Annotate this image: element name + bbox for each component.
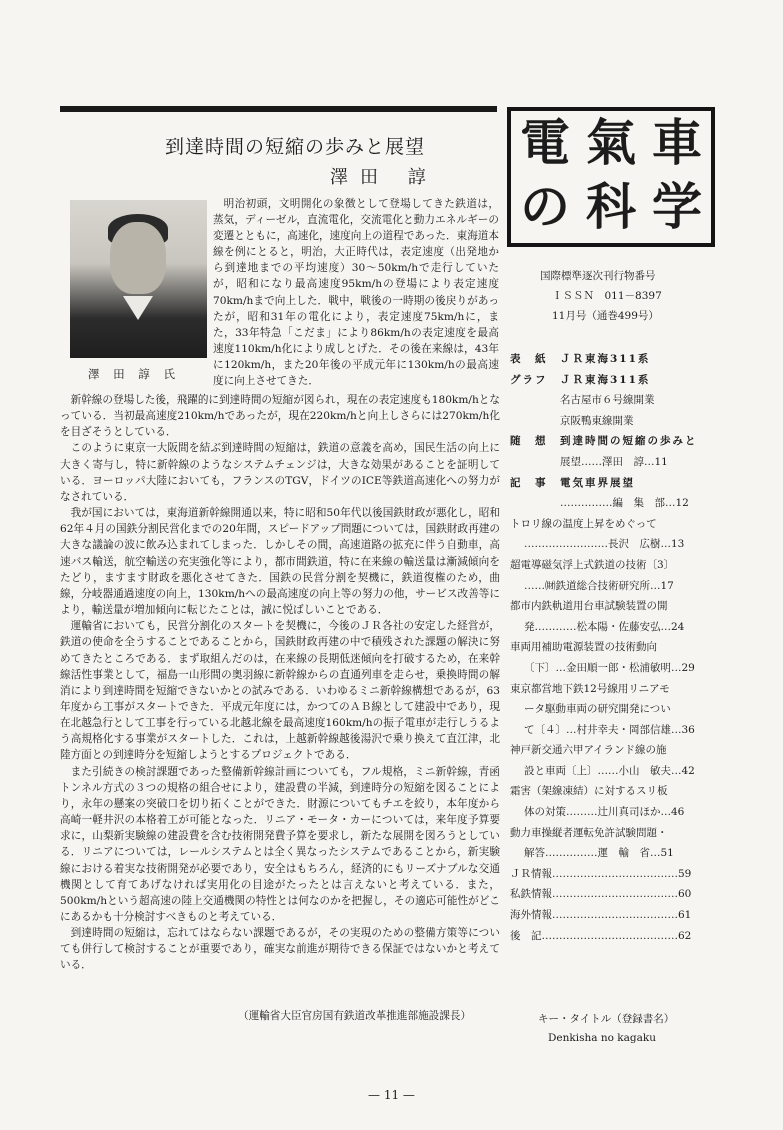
- masthead-char: 車: [652, 113, 702, 172]
- toc-item: 名古屋市６号線開業: [560, 394, 655, 407]
- toc-item: 発…………松本陽・佐藤安弘…24: [524, 620, 685, 633]
- photo-caption: 澤 田 諄 氏: [88, 367, 180, 381]
- toc-item: 設と車両〔上〕……小山 敏夫…42: [524, 764, 695, 777]
- toc-item: 海外情報………………………………61: [510, 909, 692, 922]
- toc-item: 東京都営地下鉄12号線用リニアモ: [510, 682, 670, 695]
- toc-item: 都市内鉄軌道用台車試験装置の開: [510, 600, 668, 613]
- toc-item: 随 想 到達時間の短縮の歩みと: [510, 435, 698, 448]
- title-rule: [60, 106, 497, 112]
- masthead-char: 科: [586, 177, 636, 236]
- toc-item: 記 事 電気車界展望: [510, 476, 635, 489]
- toc-item: ＪＲ情報………………………………59: [510, 867, 692, 880]
- toc-item: 超電導磁気浮上式鉄道の技術〔3〕: [510, 558, 675, 571]
- toc-item: 後 記…………………………………62: [510, 929, 692, 942]
- issn-block: [540, 266, 662, 326]
- masthead-char: 氣: [586, 113, 636, 172]
- article-author: 澤田 諄: [330, 167, 438, 188]
- toc-item: 霜害（架線凍結）に対するスリ板: [510, 785, 668, 798]
- author-photo: [70, 200, 207, 358]
- toc-item: ……………編 集 部…12: [560, 497, 689, 510]
- toc-item: 私鉄情報………………………………60: [510, 888, 692, 901]
- toc-item: 動力車操縦者運転免許試験問題・: [510, 826, 668, 839]
- author-affiliation: （運輸省大臣官房国有鉄道改革推進部施設課長）: [238, 1010, 472, 1022]
- issue-number: 11月号（通巻499号）: [552, 310, 659, 322]
- article-title: 到達時間の短縮の歩みと展望: [164, 136, 425, 158]
- toc-item: グラフ ＪＲ東海311系: [510, 373, 651, 386]
- issn-label: 国際標準逐次刊行物番号: [540, 270, 656, 282]
- toc-item: ……………………長沢 広樹…13: [524, 538, 685, 551]
- toc-item: ータ駆動車両の研究開発につい: [524, 703, 671, 716]
- paragraph: 運輸省においても，民営分割化のスタートを契機に，今後のＪＲ各社の安定した経営が，鉄道の使命を全うすることであることから，国鉄財政再建の中で積残された課題の解決に努めてきたところである．まず取組んだのは，在来線の長期低迷傾向を打破するため，在来幹線活性事業として，福島一山形間の奥羽線に新幹線からの直通列車を走らせ，乗換時間の解消により到達時間を短縮できないかとの試みである．いわゆるミニ新幹線構想であるが，63年度から工事がスタートできた．平成元年度には，かつてのＡＢ線として建設中であり，現在北越急行として工事を行っている北越北線を最高速度160km/hの振子電車が走行しうるよう高規格化する事業がスタートした．これは，上越新幹線越後湯沢で乗り換えて直江津，北陸方面との到達時分を短縮しようとするプロジェクトである．: [60, 620, 500, 762]
- paragraph: 我が国においては，東海道新幹線開通以来，特に昭和50年代以後国鉄財政が悪化し，昭和62年４月の国鉄分割民営化までの20年間，スピードアップ問題については，国鉄財政再建の大きな議論の波に飲み込まれてしまった．しかしその間，高速道路の拡充に伴う自動車，高速バス輸送，航空輸送の充実強化等により，都市間鉄道，特に在来線の輸送量は漸減傾向をたどり，ますます財政を悪化させてきた．国鉄の民営分割を契機に，鉄道復権のため，曲線，分岐器通過速度の向上，130km/hへの最高速度の向上等の努力の他，サービス改善等により，輸送量が増加傾向に転じたことは，誠に悦ばしいことである．: [60, 507, 500, 617]
- toc-item: トロリ線の温度上昇をめぐって: [510, 517, 657, 530]
- article-intro: 明治初頭，文明開化の象徴として登場してきた鉄道は，蒸気，ディーゼル，直流電化，交流電化と動力エネルギーの変遷とともに，高速化，速度向上の道程であった．東海道本線を例にとると，明治，大正時代は，表定速度（出発地から到達地までの平均速度）30～50km/hで走行していたが，昭和になり最高速度95km/hの登場により表定速度70km/hまで向上した．戦中，戦後の一時期の後戻りがあったが，昭和31年の電化により，表定速度75km/hに，また，33年特急「こだま」により86km/hの表定速度を最高速度110km/h化により成しとげた．その後在来線は，43年に120km/h，また20年後の平成元年に130km/hの最高速度に向上させてきた．: [213, 198, 499, 388]
- paragraph: 到達時間の短縮は，忘れてはならない課題であるが，その実現のための整備方策等についても併行して検討することが重要であり，確実な前進が期待できる保証ではないかと考えている．: [60, 927, 500, 972]
- magazine-masthead: [507, 107, 715, 247]
- article-body: [60, 392, 500, 974]
- toc-item: 展望……澤田 諄…11: [560, 455, 668, 468]
- masthead-char: 学: [652, 177, 702, 236]
- key-title-value: Denkisha no kagaku: [548, 1032, 657, 1044]
- issn-number: ＩＳＳＮ 011－8397: [552, 290, 662, 302]
- toc-item: 神戸新交通六甲アイランド線の施: [510, 744, 667, 757]
- toc-item: 京阪鴨東線開業: [560, 414, 634, 427]
- toc-item: 体の対策………辻川真司ほか…46: [524, 806, 685, 819]
- toc-item: ……㈶鉄道総合技術研究所…17: [524, 579, 674, 592]
- toc-item: 〔下〕…金田順一郎・松浦敏明…29: [524, 661, 695, 674]
- toc-item: 車両用補助電源装置の技術動向: [510, 641, 657, 654]
- paragraph: 新幹線の登場した後，飛躍的に到達時間の短縮が図られ，現在の表定速度も180km/hとなっている．当初最高速度210km/hであったが，現在220km/hと向上しさらには270km/h化を目ざそうとしている．: [60, 394, 500, 439]
- toc-item: て〔４〕…村井幸夫・岡部信雄…36: [524, 723, 695, 736]
- masthead-char: 電: [520, 113, 570, 172]
- key-title-label: キー・タイトル（登録書名）: [538, 1013, 675, 1025]
- page-number: — 11 —: [368, 1088, 415, 1102]
- paragraph: このように東京一大阪間を結ぶ到達時間の短縮は，鉄道の意義を高め，国民生活の向上に大きく寄与し，特に新幹線のようなシステムチェンジは，大きな効果があることを証明している．ヨーロッパ大陸においても，フランスのTGV，ドイツのICE等鉄道高速化への努力がなされている．: [60, 442, 500, 503]
- masthead-char: の: [520, 177, 570, 236]
- table-of-contents: [510, 349, 714, 946]
- paragraph: また引続きの検討課題であった整備新幹線計画についても，フル規格，ミニ新幹線，青函トンネル方式の３つの規格の組合せにより，建設費の半減，到達時分の短縮を図ることにより，永年の懸案の突破口を切り拓くことができた．財源についてもチエを絞り，本年度から高崎一軽井沢の本格着工が可能となった．リニア・モータ・カーについては，来年度予算要求に，山梨新実験線の建設費を含む技術開発費予算を要求し，新たな展開を図ろうとしている．リニアについては，レールシステムとは全く異なったシステムであることから，新実験線における着実な技術開発が必要であり，安全はもちろん，経済的にもリーズナブルな交通機関として育てあげなければ実用化の目途がたったとは言えないと考えている．また，500km/hという超高速の陸上交通機関の特性とは何なのかを把握し，その適応可能性がどこにあるかも十分検討すべきものと考えている．: [60, 765, 500, 923]
- toc-item: 解答……………運 輸 省…51: [524, 847, 674, 860]
- toc-item: 表 紙 ＪＲ東海311系: [510, 353, 651, 365]
